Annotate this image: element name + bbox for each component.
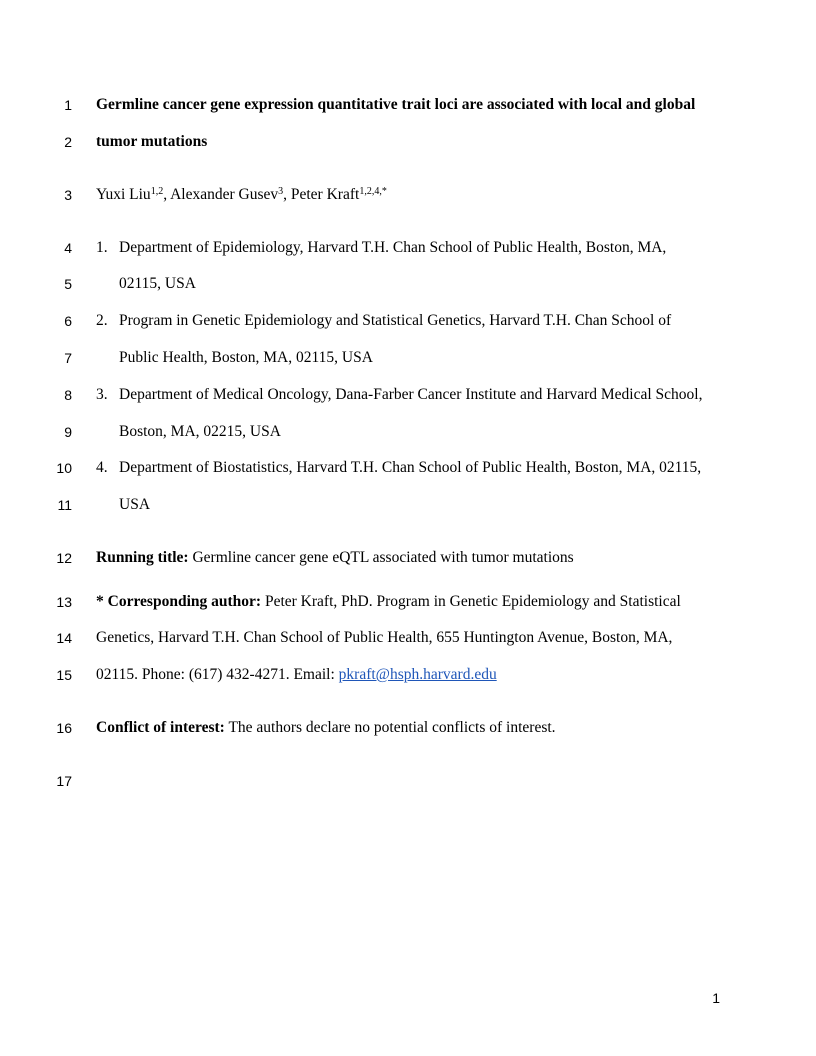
affiliation-text: Public Health, Boston, MA, 02115, USA (119, 349, 373, 366)
line-number: 10 (56, 460, 72, 476)
line-number: 16 (56, 720, 72, 736)
author-name: Peter Kraft (290, 186, 360, 203)
conflict-of-interest (96, 719, 556, 737)
affiliation-number: 4. (96, 459, 108, 476)
affiliation-number: 1. (96, 239, 108, 256)
author-separator: , (163, 186, 171, 203)
paper-title-line-2: tumor mutations (96, 133, 208, 150)
line-number: 17 (56, 773, 72, 789)
author-separator: , (283, 186, 291, 203)
line-number: 11 (57, 497, 72, 513)
contact-details: 02115. Phone: (617) 432-4271. Email: (96, 666, 339, 683)
author-name: Alexander Gusev (170, 186, 279, 203)
author-affiliation: 1,2 (150, 186, 164, 197)
page-number: 1 (712, 990, 720, 1006)
running-title (96, 549, 574, 567)
affiliation-number: 2. (96, 312, 108, 329)
line-number: 7 (64, 350, 72, 366)
author-name: Yuxi Liu (96, 186, 151, 203)
email-link[interactable]: pkraft@hsph.harvard.edu (338, 666, 497, 683)
corresponding-author-line-2: Genetics, Harvard T.H. Chan School of Public Health, 655 Huntington Avenue, Boston, MA, (96, 629, 673, 646)
author-affiliation: 1,2,4,* (359, 186, 387, 197)
affiliation-text: Department of Medical Oncology, Dana-Farber Cancer Institute and Harvard Medical School, (119, 386, 703, 403)
line-number: 13 (56, 594, 72, 610)
line-number: 1 (64, 97, 72, 113)
paper-title-line-1: Germline cancer gene expression quantitative trait loci are associated with local and global (96, 96, 696, 113)
line-number: 6 (64, 313, 72, 329)
affiliation-text: Department of Biostatistics, Harvard T.H. Chan School of Public Health, Boston, MA, 02115, (119, 459, 702, 476)
author-list (96, 186, 387, 204)
corresponding-author-line-1 (96, 593, 681, 611)
conflict-of-interest-label: Conflict of interest: (96, 719, 225, 736)
line-number: 14 (56, 630, 72, 646)
affiliation-text: Program in Genetic Epidemiology and Statistical Genetics, Harvard T.H. Chan School of (119, 312, 672, 329)
running-title-text: Germline cancer gene eQTL associated with tumor mutations (188, 549, 574, 566)
affiliation-text: Boston, MA, 02215, USA (119, 423, 281, 440)
affiliation-text: USA (119, 496, 151, 513)
line-number: 9 (64, 424, 72, 440)
line-number: 15 (56, 667, 72, 683)
line-number: 12 (56, 550, 72, 566)
corresponding-author-text: Peter Kraft, PhD. Program in Genetic Epidemiology and Statistical (261, 593, 681, 610)
affiliation-text: Department of Epidemiology, Harvard T.H. Chan School of Public Health, Boston, MA, (119, 239, 667, 256)
author-affiliation: 3 (278, 186, 284, 197)
corresponding-author-line-3 (96, 666, 497, 684)
conflict-of-interest-text: The authors declare no potential conflicts of interest. (224, 719, 556, 736)
affiliation-number: 3. (96, 386, 108, 403)
affiliation-text: 02115, USA (119, 275, 196, 292)
line-number: 5 (64, 276, 72, 292)
line-number: 3 (64, 187, 72, 203)
running-title-label: Running title: (96, 549, 189, 566)
line-number: 2 (64, 134, 72, 150)
corresponding-author-label: * Corresponding author: (96, 593, 262, 610)
line-number: 4 (64, 240, 72, 256)
line-number: 8 (64, 387, 72, 403)
